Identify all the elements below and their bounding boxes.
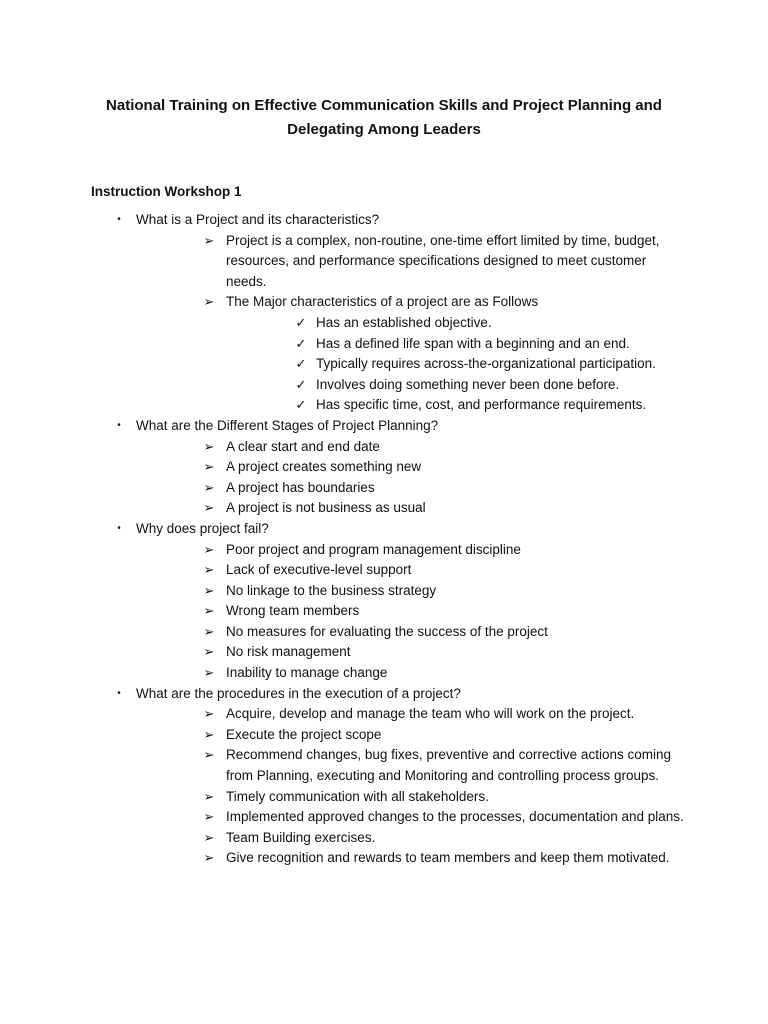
arrow-bullet-icon: ➢ <box>203 665 215 681</box>
answer-text: Acquire, develop and manage the team who will work on the project. <box>226 706 635 722</box>
answer-text: A project creates something new <box>226 459 422 475</box>
answer-item <box>0 745 768 786</box>
answer-text: Project is a complex, non-routine, one-time effort limited by time, budget, resources, and performance specifications designed to meet customer needs. <box>226 232 660 289</box>
question-text: What are the procedures in the execution of a project? <box>136 685 461 701</box>
arrow-bullet-icon: ➢ <box>203 582 215 598</box>
document-title <box>60 94 708 142</box>
arrow-bullet-icon: ➢ <box>203 500 215 516</box>
arrow-bullet-icon: ➢ <box>203 809 215 825</box>
arrow-bullet-icon: ➢ <box>203 541 215 557</box>
arrow-bullet-icon: ➢ <box>203 232 215 248</box>
answer-item <box>0 725 768 746</box>
characteristic-text: Typically requires across-the-organizational participation. <box>316 356 656 372</box>
bullet-icon: • <box>117 214 121 225</box>
answer-text: Wrong team members <box>226 603 360 619</box>
characteristic-text: Has an established objective. <box>316 314 492 330</box>
answer-text: Timely communication with all stakeholders. <box>226 788 489 804</box>
checkmark-icon: ✓ <box>295 356 307 372</box>
bullet-icon: • <box>117 522 121 534</box>
answer-item <box>0 663 768 684</box>
characteristic-item <box>0 354 768 375</box>
answer-text: No risk management <box>226 644 351 660</box>
checkmark-icon: ✓ <box>295 314 307 330</box>
arrow-bullet-icon: ➢ <box>203 788 215 804</box>
answer-text: Recommend changes, bug fixes, preventive and corrective actions coming from Planning, executing and Monitoring and controlling process groups. <box>226 747 671 784</box>
answer-item <box>0 622 768 643</box>
title-line-2: Delegating Among Leaders <box>287 121 481 138</box>
characteristic-item <box>0 313 768 334</box>
arrow-bullet-icon: ➢ <box>203 459 215 475</box>
arrow-bullet-icon: ➢ <box>203 438 215 454</box>
answer-text: Give recognition and rewards to team members and keep them motivated. <box>226 850 670 866</box>
arrow-bullet-icon: ➢ <box>203 644 215 660</box>
bullet-icon: • <box>117 419 121 431</box>
checkmark-icon: ✓ <box>295 376 307 392</box>
answer-text: Inability to manage change <box>226 665 388 681</box>
answer-text: Poor project and program management discipline <box>226 541 521 557</box>
arrow-bullet-icon: ➢ <box>203 623 215 639</box>
answer-text: No linkage to the business strategy <box>226 582 437 598</box>
answer-item <box>0 828 768 849</box>
answer-item <box>0 292 768 313</box>
arrow-bullet-icon: ➢ <box>203 726 215 742</box>
answer-item <box>0 478 768 499</box>
answer-text: Lack of executive-level support <box>226 562 412 578</box>
answer-text: No measures for evaluating the success of the project <box>226 623 548 639</box>
answer-item <box>0 498 768 519</box>
question-item <box>0 684 768 705</box>
characteristic-item <box>0 395 768 416</box>
characteristic-text: Has specific time, cost, and performance requirements. <box>316 397 647 413</box>
answer-text: The Major characteristics of a project are as Follows <box>226 294 539 310</box>
answer-item <box>0 231 768 293</box>
answer-item <box>0 704 768 725</box>
answer-text: A clear start and end date <box>226 438 380 454</box>
title-line-1: National Training on Effective Communication Skills and Project Planning and <box>106 97 662 114</box>
answer-text: A project is not business as usual <box>226 500 426 516</box>
question-text: What are the Different Stages of Project Planning? <box>136 417 439 433</box>
answer-text: Team Building exercises. <box>226 829 376 845</box>
answer-item <box>0 581 768 602</box>
answer-item <box>0 848 768 869</box>
arrow-bullet-icon: ➢ <box>203 562 215 578</box>
answer-item <box>0 540 768 561</box>
bullet-icon: • <box>117 687 121 699</box>
answer-item <box>0 807 768 828</box>
question-list <box>0 210 768 869</box>
arrow-bullet-icon: ➢ <box>203 747 215 763</box>
arrow-bullet-icon: ➢ <box>203 829 215 845</box>
characteristic-item <box>0 334 768 355</box>
characteristic-text: Involves doing something never been done before. <box>316 376 620 392</box>
question-item <box>0 416 768 437</box>
checkmark-icon: ✓ <box>295 335 307 351</box>
arrow-bullet-icon: ➢ <box>203 850 215 866</box>
arrow-bullet-icon: ➢ <box>203 603 215 619</box>
answer-text: Implemented approved changes to the processes, documentation and plans. <box>226 809 684 825</box>
question-item <box>0 210 768 231</box>
answer-item <box>0 560 768 581</box>
arrow-bullet-icon: ➢ <box>203 479 215 495</box>
answer-text: A project has boundaries <box>226 479 375 495</box>
question-text: Why does project fail? <box>136 520 269 536</box>
question-text: What is a Project and its characteristics? <box>136 212 380 227</box>
characteristic-item <box>0 375 768 396</box>
answer-item <box>0 642 768 663</box>
answer-text: Execute the project scope <box>226 726 382 742</box>
arrow-bullet-icon: ➢ <box>203 294 215 310</box>
arrow-bullet-icon: ➢ <box>203 706 215 722</box>
characteristic-text: Has a defined life span with a beginning and an end. <box>316 335 630 351</box>
answer-item <box>0 437 768 458</box>
answer-item <box>0 601 768 622</box>
section-heading: Instruction Workshop 1 <box>91 184 242 199</box>
answer-item <box>0 787 768 808</box>
checkmark-icon: ✓ <box>295 397 307 413</box>
answer-item <box>0 457 768 478</box>
question-item <box>0 519 768 540</box>
